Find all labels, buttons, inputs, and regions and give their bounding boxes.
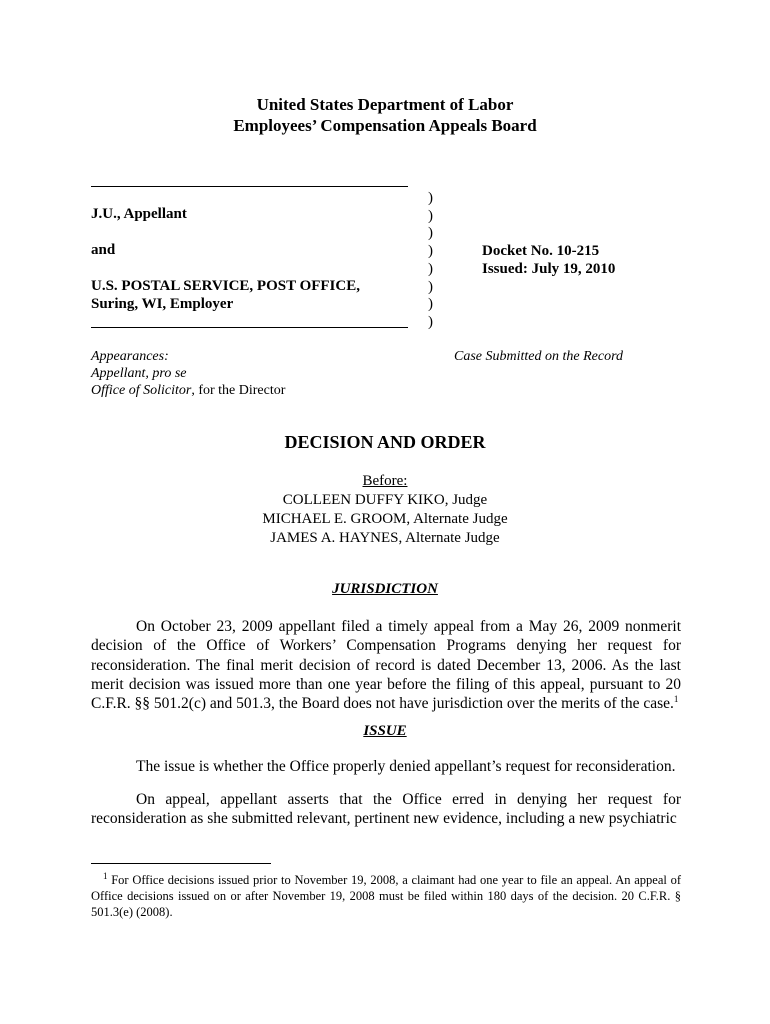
docket-number: Docket No. 10-215 xyxy=(482,243,600,259)
paren: ) xyxy=(428,225,433,242)
paren: ) xyxy=(428,313,433,330)
judge-1: COLLEEN DUFFY KIKO, Judge xyxy=(282,492,488,508)
appellant-name: J.U., Appellant xyxy=(91,206,187,222)
employer-line-2: Suring, WI, Employer xyxy=(91,296,234,312)
paren: ) xyxy=(428,207,433,224)
paren: ) xyxy=(428,278,433,295)
footnote xyxy=(91,872,681,920)
employer-line-1: U.S. POSTAL SERVICE, POST OFFICE, xyxy=(91,278,360,294)
case-submitted: Case Submitted on the Record xyxy=(454,349,624,364)
issued-date: Issued: July 19, 2010 xyxy=(482,261,616,277)
before-label: Before: xyxy=(362,473,408,489)
caption-parens xyxy=(428,190,433,332)
paren: ) xyxy=(428,190,433,206)
solicitor-rest: , for the Director xyxy=(191,383,286,398)
caption-and: and xyxy=(91,242,116,258)
appeal-paragraph: On appeal, appellant asserts that the Office erred in denying her request for reconsideration as she submitted relevant, pertinent new evidence, including a new psychiatric xyxy=(91,791,681,828)
solicitor-label: Office of Solicitor xyxy=(91,383,192,398)
jurisdiction-paragraph xyxy=(91,617,681,713)
appearance-appellant: Appellant, pro se xyxy=(91,366,187,381)
board-title: Employees’ Compensation Appeals Board xyxy=(233,116,537,135)
jurisdiction-heading-wrap xyxy=(0,580,770,598)
decision-title: DECISION AND ORDER xyxy=(284,432,486,452)
appearances-label: Appearances: xyxy=(91,349,169,364)
paren: ) xyxy=(428,260,433,277)
footnote-ref[interactable]: 1 xyxy=(673,694,679,705)
issue-heading: ISSUE xyxy=(363,723,407,739)
footnote-rule xyxy=(91,863,271,864)
issue-heading-wrap xyxy=(0,722,770,740)
paren: ) xyxy=(428,296,433,313)
footnote-text: For Office decisions issued prior to November 19, 2008, a claimant had one year to file an appeal. An appeal of Office decisions issued on or after November 19, 2008 must be filed within 180 days of the decision. 20 C.F.R. § 501.3(e) (2008). xyxy=(91,873,681,919)
paren: ) xyxy=(428,243,433,260)
agency-title: United States Department of Labor xyxy=(256,95,514,114)
caption-bottom-rule xyxy=(91,327,408,328)
judge-3: JAMES A. HAYNES, Alternate Judge xyxy=(270,530,500,546)
caption-top-rule xyxy=(91,186,408,187)
footnote-number: 1 xyxy=(103,870,108,881)
jurisdiction-heading: JURISDICTION xyxy=(332,581,438,597)
appearance-director xyxy=(91,383,285,399)
jurisdiction-text: On October 23, 2009 appellant filed a timely appeal from a May 26, 2009 nonmerit decision of the Office of Workers’ Compensation Programs denying her request for reconsideration. The final merit decision of record is dated December 13, 2006. As the last merit decision was issued more than one year before the filing of this appeal, pursuant to 20 C.F.R. §§ 501.2(c) and 501.3, the Board does not have jurisdiction over the merits of the case. xyxy=(91,618,681,713)
issue-paragraph: The issue is whether the Office properly denied appellant’s request for reconsideration. xyxy=(136,758,676,775)
judge-2: MICHAEL E. GROOM, Alternate Judge xyxy=(262,511,508,527)
